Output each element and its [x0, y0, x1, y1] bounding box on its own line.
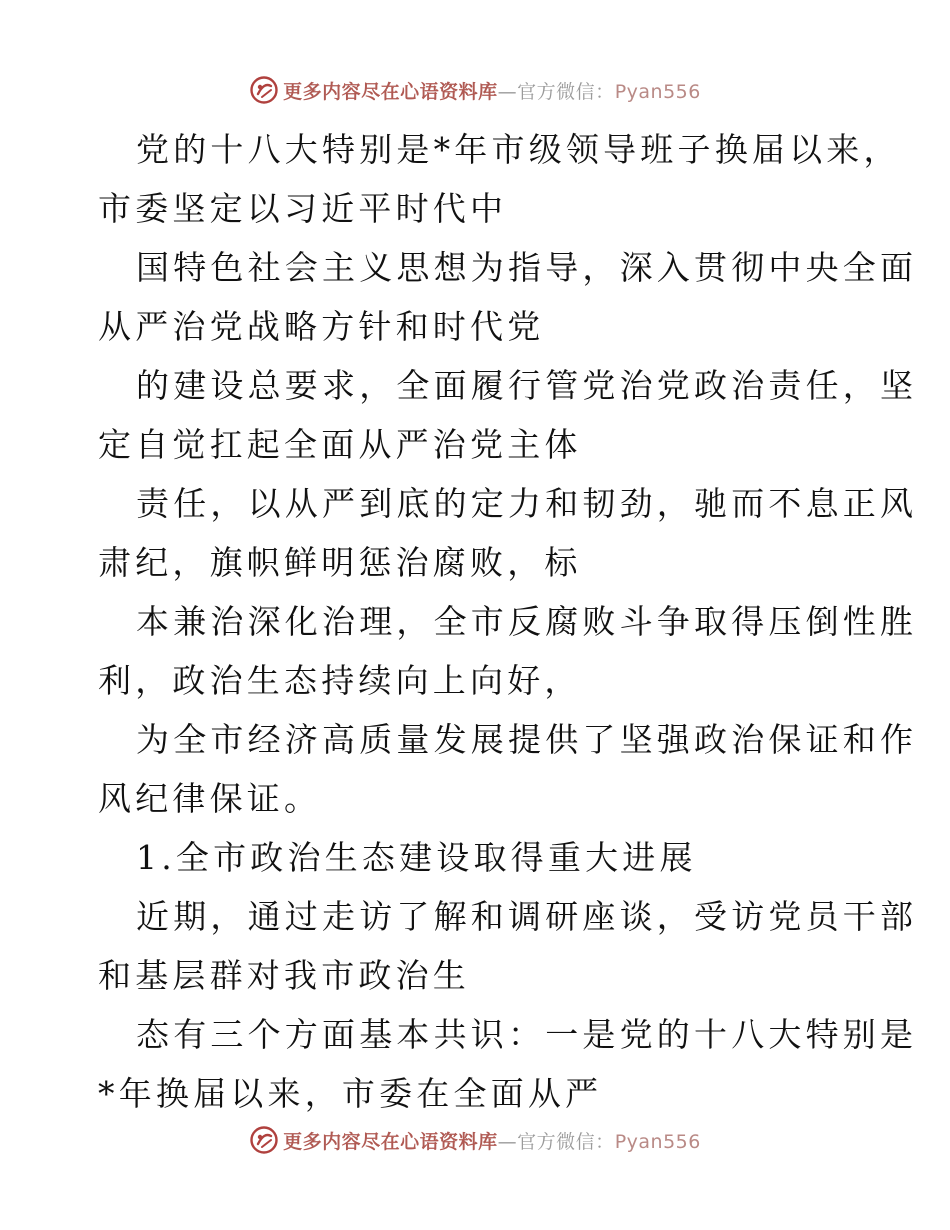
text-line — [98, 651, 858, 710]
watermark-text — [283, 1127, 701, 1154]
watermark-text — [283, 77, 701, 104]
brand-logo-icon — [249, 1125, 279, 1155]
watermark-id: Pyan556 — [614, 80, 701, 103]
text-line-content: 的建设总要求，全面履行管党治党政治责任，坚 — [136, 366, 918, 405]
text-line — [98, 887, 918, 946]
text-line — [98, 474, 918, 533]
watermark-sub: —官方微信： — [497, 1130, 615, 1153]
text-line — [98, 1064, 858, 1123]
watermark-sub: —官方微信： — [497, 80, 615, 103]
text-line-content: 近期，通过走访了解和调研座谈，受访党员干部 — [136, 897, 918, 936]
text-line — [98, 1005, 918, 1064]
text-line — [98, 179, 858, 238]
document-body — [98, 120, 918, 1123]
text-line-content: 定自觉扛起全面从严治党主体 — [98, 425, 582, 464]
text-line-content: 为全市经济高质量发展提供了坚强政治保证和作 — [136, 720, 918, 759]
text-line — [98, 710, 918, 769]
text-line — [98, 415, 858, 474]
text-line-content: 责任，以从严到底的定力和韧劲，驰而不息正风 — [136, 484, 918, 523]
watermark-main: 更多内容尽在心语资料库 — [283, 80, 498, 103]
text-line — [98, 238, 918, 297]
text-line-content: 风纪律保证。 — [98, 779, 322, 818]
text-line-content: 肃纪，旗帜鲜明惩治腐败，标 — [98, 543, 582, 582]
text-line-content: 国特色社会主义思想为指导，深入贯彻中央全面 — [136, 248, 918, 287]
text-line-content: 和基层群对我市政治生 — [98, 956, 470, 995]
text-line-content: 本兼治深化治理，全市反腐败斗争取得压倒性胜 — [136, 602, 918, 641]
text-line-content: 态有三个方面基本共识：一是党的十八大特别是 — [136, 1015, 918, 1054]
header-watermark — [0, 72, 950, 108]
text-line — [98, 356, 918, 415]
text-line-content: 1.全市政治生态建设取得重大进展 — [136, 838, 697, 877]
text-line-content: 党的十八大特别是*年市级领导班子换届以来， — [136, 130, 901, 169]
text-line-content: 从严治党战略方针和时代党 — [98, 307, 545, 346]
text-line — [98, 946, 858, 1005]
footer-watermark — [0, 1122, 950, 1158]
text-line-content: 市委坚定以习近平时代中 — [98, 189, 508, 228]
text-line — [98, 592, 918, 651]
text-line — [98, 828, 858, 887]
text-line — [98, 533, 858, 592]
text-line-content: *年换届以来，市委在全面从严 — [98, 1074, 603, 1113]
text-line — [98, 120, 901, 179]
watermark-main: 更多内容尽在心语资料库 — [283, 1130, 498, 1153]
brand-logo-icon — [249, 75, 279, 105]
watermark-id: Pyan556 — [614, 1130, 701, 1153]
text-line-content: 利，政治生态持续向上向好， — [98, 661, 582, 700]
text-line — [98, 769, 858, 828]
text-line — [98, 297, 858, 356]
